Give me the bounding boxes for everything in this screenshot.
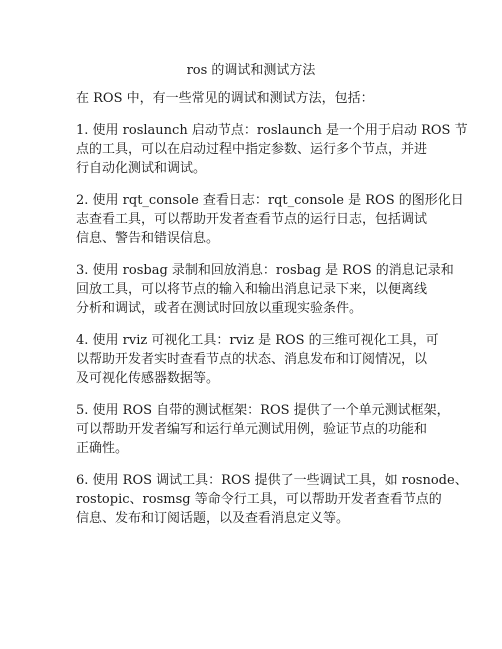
list-item-line: 1. 使用 roslaunch 启动节点：roslaunch 是一个用于启动 ROS 节 <box>76 123 468 138</box>
list-item-line: 3. 使用 rosbag 录制和回放消息：rosbag 是 ROS 的消息记录和 <box>76 263 454 278</box>
list-item-line: 分析和调试，或者在测试时回放以重现实验条件。 <box>76 301 363 316</box>
document-title: ros 的调试和测试方法 <box>186 63 316 78</box>
list-item-line: 可以帮助开发者编写和运行单元测试用例，验证节点的功能和 <box>76 422 428 437</box>
list-item-line: 2. 使用 rqt_console 查看日志：rqt_console 是 ROS 的图形化日 <box>76 193 464 208</box>
list-item-line: 志查看工具，可以帮助开发者查看节点的运行日志，包括调试 <box>76 212 428 227</box>
list-item-line: 4. 使用 rviz 可视化工具：rviz 是 ROS 的三维可视化工具，可 <box>76 333 439 348</box>
list-item-line: 5. 使用 ROS 自带的测试框架：ROS 提供了一个单元测试框架， <box>76 403 450 418</box>
list-item-line: 正确性。 <box>76 441 129 456</box>
list-item-line: 行自动化测试和调试。 <box>76 161 207 176</box>
list-item-line: 信息、警告和错误信息。 <box>76 231 220 246</box>
list-item-line: 以帮助开发者实时查看节点的状态、消息发布和订阅情况，以 <box>76 352 428 367</box>
list-item-line: 点的工具，可以在启动过程中指定参数、运行多个节点，并进 <box>76 142 428 157</box>
list-item-line: 回放工具，可以将节点的输入和输出消息记录下来，以便离线 <box>76 282 428 297</box>
list-item-line: 及可视化传感器数据等。 <box>76 371 220 386</box>
list-item-line: rostopic、rosmsg 等命令行工具，可以帮助开发者查看节点的 <box>76 492 442 507</box>
list-item-line: 6. 使用 ROS 调试工具：ROS 提供了一些调试工具，如 rosnode、 <box>76 473 468 488</box>
intro-paragraph: 在 ROS 中，有一些常见的调试和测试方法，包括： <box>76 91 374 106</box>
list-item-line: 信息、发布和订阅话题，以及查看消息定义等。 <box>76 511 350 526</box>
